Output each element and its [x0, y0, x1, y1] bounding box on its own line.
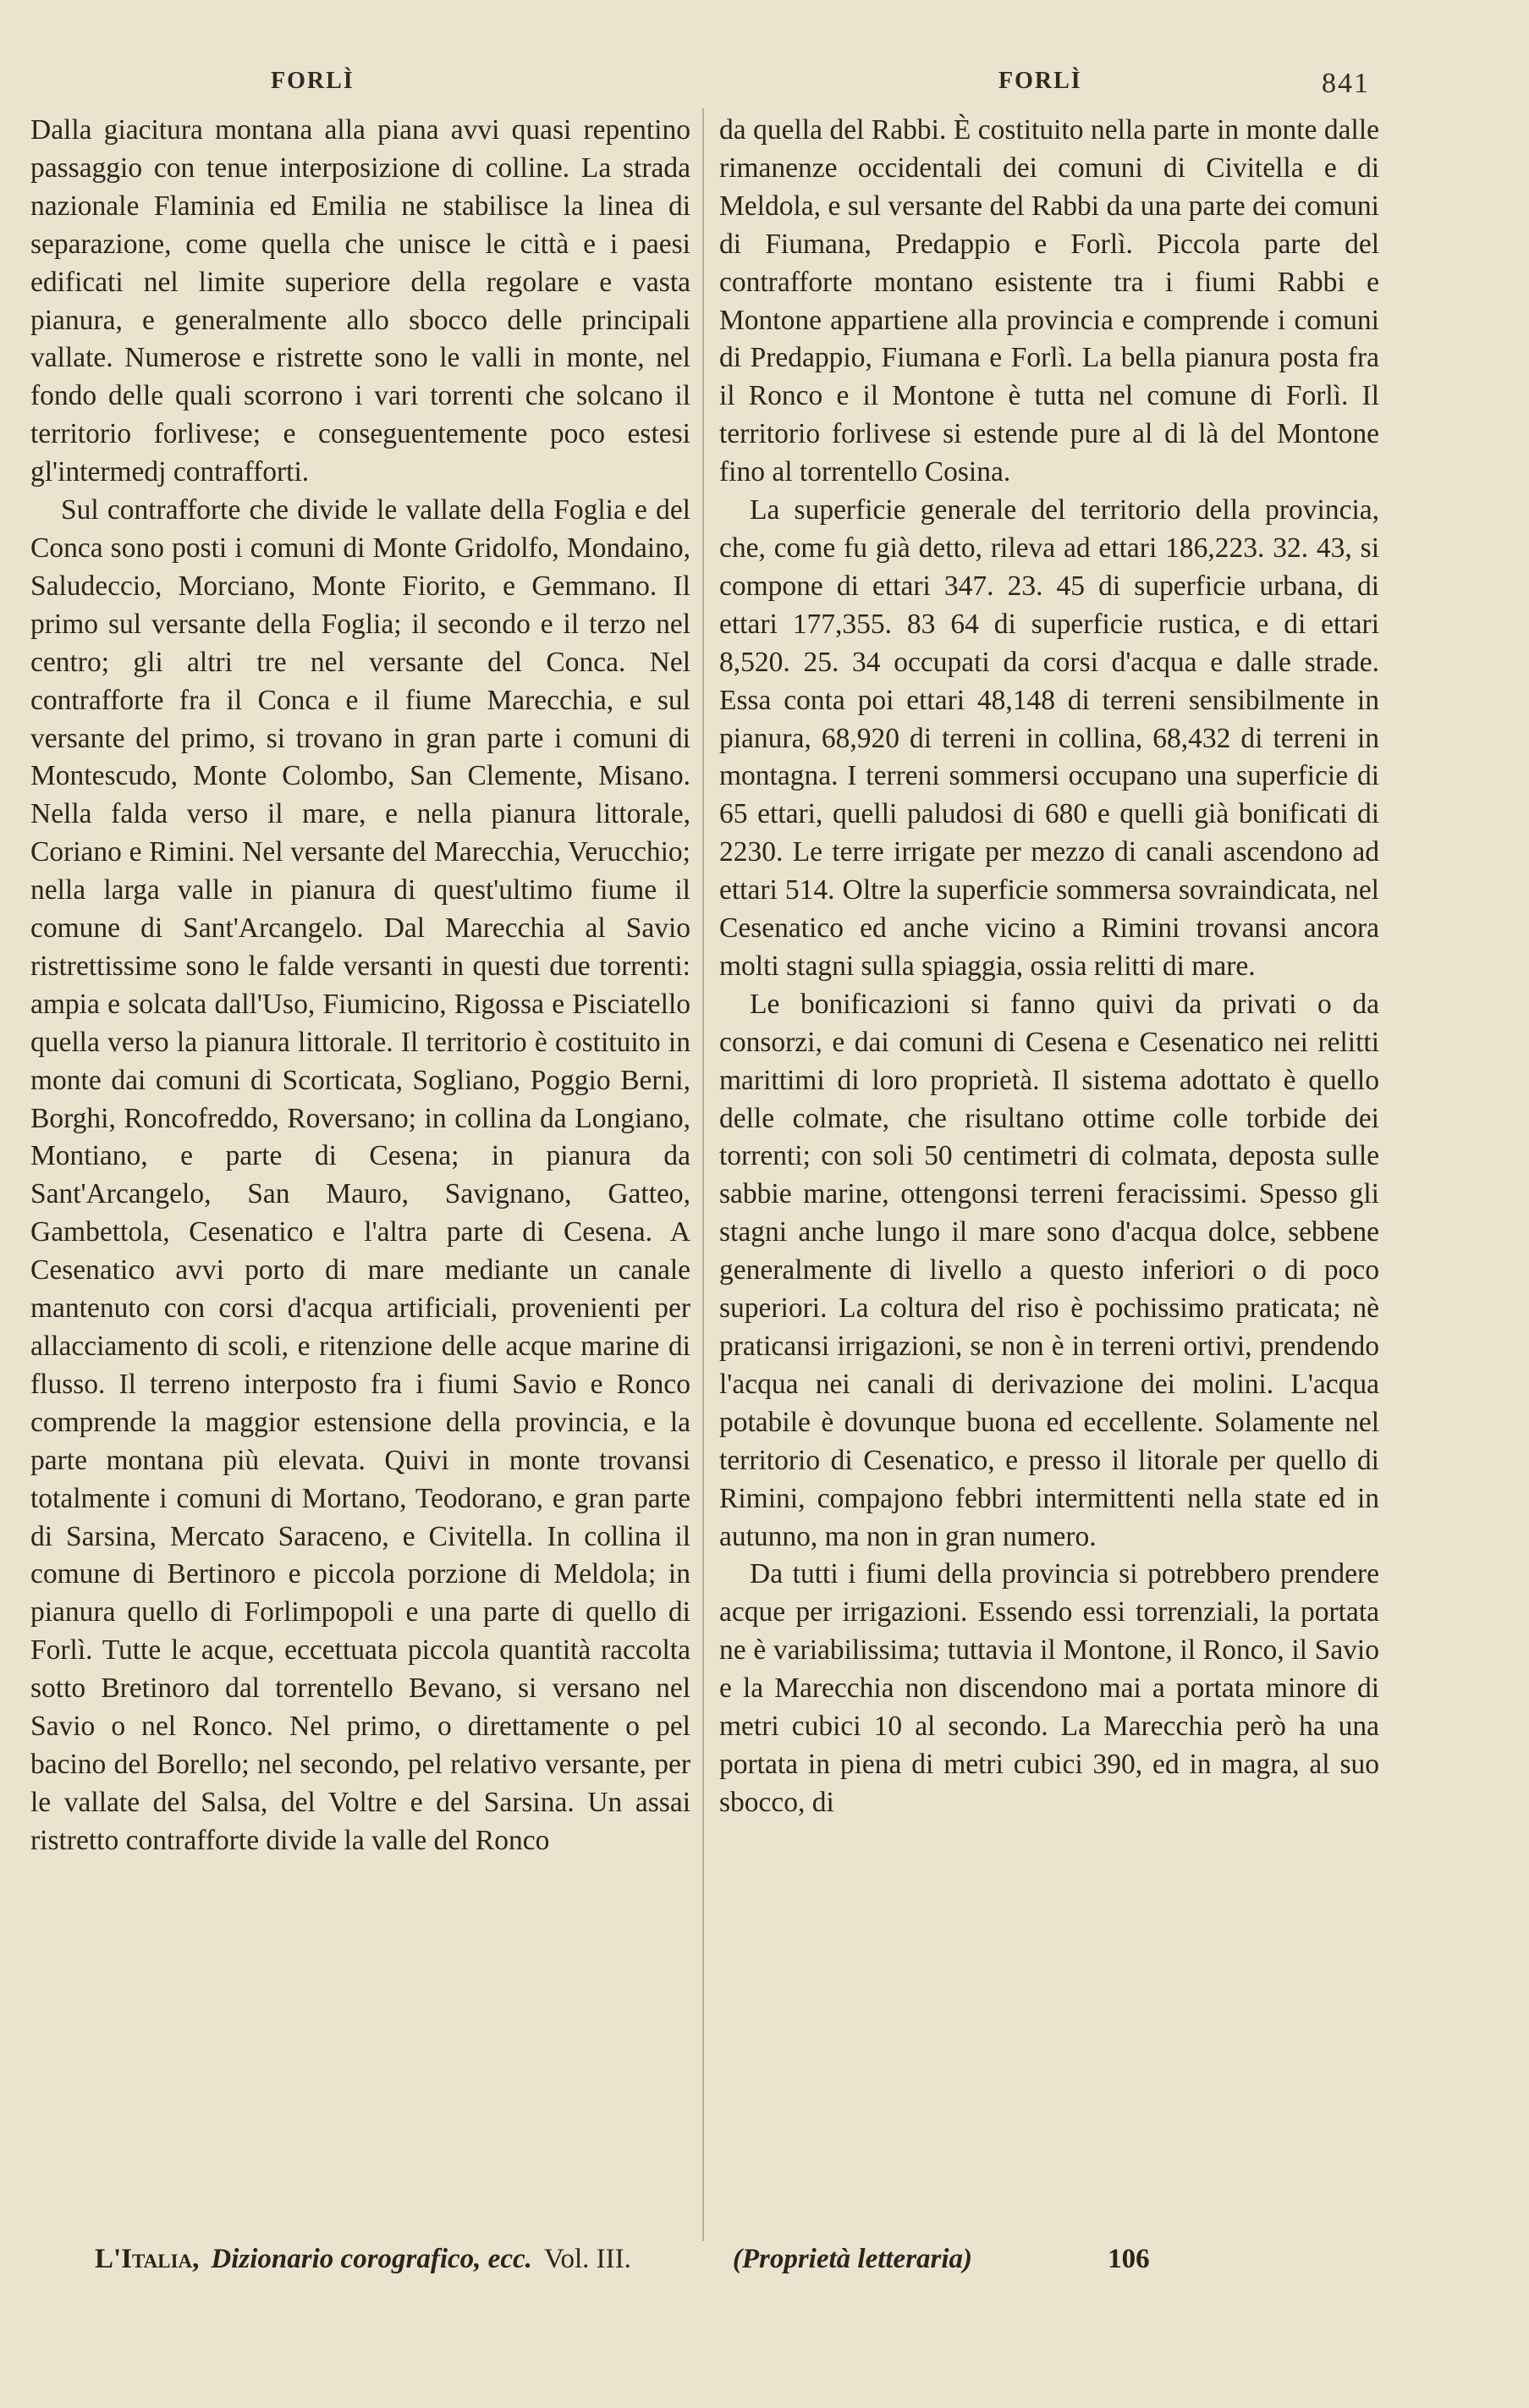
running-head-left: FORLÌ: [271, 68, 355, 94]
left-text-column: [30, 112, 690, 1860]
paragraph: Le bonificazioni si fanno quivi da privati o da consorzi, e dai comuni di Cesena e Cesenatico nei relitti marittimi di loro proprietà. Il sistema adottato è quello delle colmate, che risultano ottime colle torbide dei torrenti; con soli 50 centimetri di colmata, deposta sulle sabbie marine, ottengonsi terreni feracissimi. Spesso gli stagni anche lungo il mare sono d'acqua dolce, sebbene generalmente di livello a questo inferiori o di poco superiori. La coltura del riso è pochissimo praticata; nè praticansi irrigazioni, se non è in terreni ortivi, prendendo l'acqua nei canali di derivazione dei molini. L'acqua potabile è dovunque buona ed eccellente. Solamente nel territorio di Cesenatico, e presso il litorale per quello di Rimini, compajono febbri intermittenti nella state ed in autunno, ma non in gran numero.: [719, 988, 1379, 1552]
paragraph: Da tutti i fiumi della provincia si potrebbero prendere acque per irrigazioni. Essendo essi torrenziali, la portata ne è variabilissima; tuttavia il Montone, il Ronco, il Savio e la Marecchia non discendono mai a portata minore di metri cubici 10 al secondo. La Marecchia però ha una portata in piena di metri cubici 390, ed in magra, al suo sbocco, di: [719, 1558, 1379, 1818]
footer-volume: Vol. III.: [543, 2244, 631, 2274]
footer-rights: (Proprietà letteraria): [732, 2244, 973, 2274]
running-head-right: FORLÌ: [998, 68, 1082, 94]
page-number: 841: [1322, 68, 1370, 99]
column-divider: [702, 108, 704, 2241]
footer-work-title: Dizionario corografico, ecc.: [211, 2244, 532, 2274]
page-footer: [95, 2244, 1499, 2275]
footer-publisher: L'Italia,: [95, 2244, 200, 2274]
right-text-column: [719, 112, 1379, 1822]
footer-sheet-number: 106: [1108, 2244, 1150, 2274]
paragraph: da quella del Rabbi. È costituito nella parte in monte dalle rimanenze occidentali dei comuni di Civitella e di Meldola, e sul versante del Rabbi da una parte dei comuni di Fiumana, Predappio e Forlì. Piccola parte del contrafforte montano esistente tra i fiumi Rabbi e Montone appartiene alla provincia e comprende i comuni di Predappio, Fiumana e Forlì. La bella pianura posta fra il Ronco e il Montone è tutta nel comune di Forlì. Il territorio forlivese si estende pure al di là del Montone fino al torrentello Cosina.: [719, 114, 1379, 488]
paragraph: La superficie generale del territorio della provincia, che, come fu già detto, rileva ad ettari 186,223. 32. 43, si compone di ettari 347. 23. 45 di superficie urbana, di ettari 177,355. 83 64 di superficie rustica, e di ettari 8,520. 25. 34 occupati da corsi d'acqua e dalle strade. Essa conta poi ettari 48,148 di terreni sensibilmente in pianura, 68,920 di terreni in collina, 68,432 di terreni in montagna. I terreni sommersi occupano una superficie di 65 ettari, quelli paludosi di 680 e quelli già bonificati di 2230. Le terre irrigate per mezzo di canali ascendono ad ettari 514. Oltre la superficie sommersa sovraindicata, nel Cesenatico ed anche vicino a Rimini trovansi ancora molti stagni sulla spiaggia, ossia relitti di mare.: [719, 494, 1379, 982]
paragraph: Sul contrafforte che divide le vallate della Foglia e del Conca sono posti i comuni di Monte Gridolfo, Mondaino, Saludeccio, Morciano, Monte Fiorito, e Gemmano. Il primo sul versante della Foglia; il secondo e il terzo nel centro; gli altri tre nel versante del Conca. Nel contrafforte fra il Conca e il fiume Marecchia, e sul versante del primo, si trovano in gran parte i comuni di Montescudo, Monte Colombo, San Clemente, Misano. Nella falda verso il mare, e nella pianura littorale, Coriano e Rimini. Nel versante del Marecchia, Verucchio; nella larga valle in pianura di quest'ultimo fiume il comune di Sant'Arcangelo. Dal Marecchia al Savio ristrettissime sono le falde versanti in questi due torrenti: ampia e solcata dall'Uso, Fiumicino, Rigossa e Pisciatello quella verso la pianura littorale. Il territorio è costituito in monte dai comuni di Scorticata, Sogliano, Poggio Berni, Borghi, Roncofreddo, Roversano; in collina da Longiano, Montiano, e parte di Cesena; in pianura da Sant'Arcangelo, San Mauro, Savignano, Gatteo, Gambettola, Cesenatico e l'altra parte di Cesena. A Cesenatico avvi porto di mare mediante un canale mantenuto con corsi d'acqua artificiali, provenienti per allacciamento di scoli, e ritenzione delle acque marine di flusso. Il terreno interposto fra i fiumi Savio e Ronco comprende la maggior estensione della provincia, e la parte montana più elevata. Quivi in monte trovansi totalmente i comuni di Mortano, Teodorano, e gran parte di Sarsina, Mercato Saraceno, e Civitella. In collina il comune di Bertinoro e piccola porzione di Meldola; in pianura quello di Forlimpopoli e una parte di quello di Forlì. Tutte le acque, eccettuata piccola quantità raccolta sotto Bretinoro dal torrentello Bevano, si versano nel Savio o nel Ronco. Nel primo, o direttamente o pel bacino del Borello; nel secondo, pel relativo versante, per le vallate del Salsa, del Voltre e del Sarsina. Un assai ristretto contrafforte divide la valle del Ronco: [30, 494, 690, 1856]
paragraph: Dalla giacitura montana alla piana avvi quasi repentino passaggio con tenue interposizione di colline. La strada nazionale Flaminia ed Emilia ne stabilisce la linea di separazione, come quella che unisce le città e i paesi edificati nel limite superiore della regolare e vasta pianura, e generalmente allo sbocco delle principali vallate. Numerose e ristrette sono le valli in monte, nel fondo delle quali scorrono i vari torrenti che solcano il territorio forlivese; e conseguentemente poco estesi gl'intermedj contrafforti.: [30, 114, 690, 488]
